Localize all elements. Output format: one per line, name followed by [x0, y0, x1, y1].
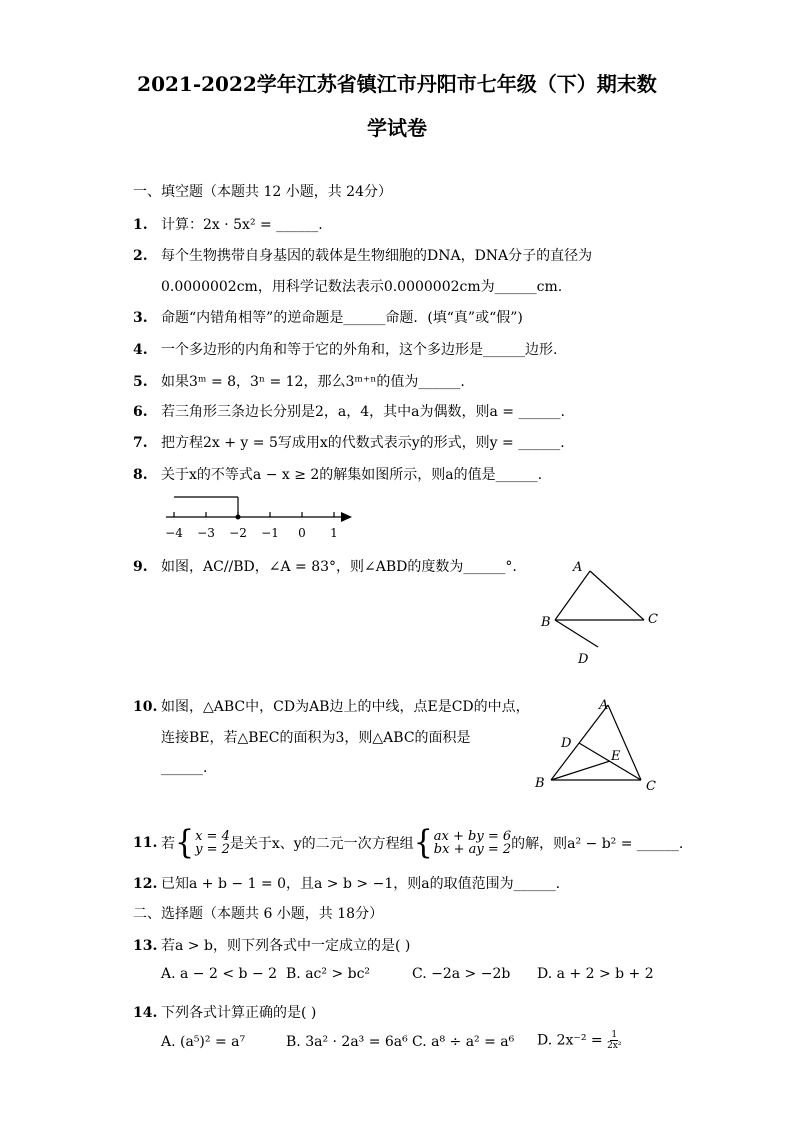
- question-number: 9.: [133, 559, 148, 575]
- option-d-text: D. 2x⁻² =: [537, 1032, 603, 1049]
- option-a[interactable]: A. a − 2 < b − 2: [161, 966, 278, 982]
- label-E: E: [611, 749, 621, 764]
- label-B: B: [541, 615, 551, 630]
- question-text: 关于x的不等式a − x ≥ 2的解集如图所示，则a的值是______.: [161, 467, 543, 483]
- label-C: C: [646, 779, 656, 794]
- option-c[interactable]: C. a⁸ ÷ a² = a⁶: [412, 1034, 515, 1050]
- question-text: 计算：2x · 5x² = ______.: [161, 217, 323, 233]
- question-text-suffix: 的解，则a² − b² = ______.: [511, 836, 684, 852]
- option-a[interactable]: A. (a⁵)² = a⁷: [161, 1034, 246, 1050]
- option-b[interactable]: B. ac² > bc²: [286, 966, 371, 982]
- exam-title-line2: 学试卷: [367, 116, 427, 140]
- question-7: [133, 432, 565, 452]
- tick-label: −2: [229, 526, 247, 540]
- question-number: 8.: [133, 467, 148, 483]
- question-12: [133, 873, 560, 893]
- question-text: 已知a + b − 1 = 0，且a > b > −1，则a的取值范围为______.: [161, 876, 561, 892]
- question-3: [133, 307, 523, 327]
- question-text: 下列各式计算正确的是( ): [161, 1005, 317, 1021]
- question-10-line2: 连接BE，若△BEC的面积为3，则△ABC的面积是: [161, 730, 471, 746]
- question-13: [133, 935, 410, 955]
- question-9: [133, 556, 517, 576]
- question-number: 1.: [133, 217, 148, 233]
- question-1: [133, 214, 323, 234]
- tick-label: −1: [261, 526, 279, 540]
- question-text: 如图，△ABC中，CD为AB边上的中线，点E是CD的中点，: [161, 699, 530, 715]
- question-number: 6.: [133, 404, 148, 420]
- tick-label: 0: [298, 526, 306, 540]
- fraction: $\frac{1}{\text{2x²}}$: [607, 1030, 622, 1051]
- option-b[interactable]: B. 3a² · 2a³ = 6a⁶: [286, 1034, 408, 1050]
- exam-title-line1: 2021-2022学年江苏省镇江市丹阳市七年级（下）期末数: [137, 72, 657, 96]
- section-choice-header: 二、选择题（本题共 6 小题，共 18分）: [133, 906, 384, 922]
- question-6: [133, 401, 565, 421]
- option-d[interactable]: D. a + 2 > b + 2: [537, 966, 654, 982]
- equation-system: { ax + by = 6 bx + ay = 2: [413, 823, 512, 862]
- question-5: [133, 371, 465, 391]
- question-text: 如果3ᵐ = 8，3ⁿ = 12，那么3ᵐ⁺ⁿ的值为______.: [161, 374, 465, 390]
- question-text: 一个多边形的内角和等于它的外角和，这个多边形是______边形.: [161, 342, 558, 358]
- question-number: 10.: [133, 699, 158, 715]
- question-number: 3.: [133, 310, 148, 326]
- question-text: 命题“内错角相等”的逆命题是______命题．(填“真”或“假”): [161, 310, 523, 326]
- number-line-figure: [160, 490, 360, 545]
- question-text: 若a > b，则下列各式中一定成立的是( ): [161, 938, 411, 954]
- question-number: 13.: [133, 938, 158, 954]
- label-D: D: [578, 652, 589, 667]
- question-text: 如图，AC//BD，∠A = 83°，则∠ABD的度数为______°.: [161, 559, 517, 575]
- question-text-middle: 是关于x、y的二元一次方程组: [229, 836, 414, 852]
- question-text: 把方程2x + y = 5写成用x的代数式表示y的形式，则y = ______.: [161, 435, 565, 451]
- solution-system: { x = 4 y = 2: [175, 823, 230, 862]
- axis-arrow-icon: [341, 512, 352, 522]
- question-4: [133, 339, 557, 359]
- question-text-prefix: 若: [161, 836, 175, 852]
- option-c[interactable]: C. −2a > −2b: [412, 966, 511, 982]
- question-10: [133, 696, 530, 716]
- question-text: 若三角形三条边长分别是2，a，4，其中a为偶数，则a = ______.: [161, 404, 565, 420]
- question-text: 每个生物携带自身基因的载体是生物细胞的DNA，DNA分子的直径为: [161, 248, 593, 264]
- label-A: A: [573, 560, 583, 575]
- label-A: A: [599, 698, 609, 713]
- question-2: [133, 245, 592, 265]
- tick-label: 1: [330, 526, 338, 540]
- label-D: D: [561, 736, 572, 751]
- question-number: 14.: [133, 1005, 158, 1021]
- label-C: C: [648, 612, 658, 627]
- option-d[interactable]: [537, 1030, 622, 1051]
- question-10-line3: ______.: [161, 760, 208, 776]
- question-number: 2.: [133, 248, 148, 264]
- label-B: B: [535, 776, 545, 791]
- tick-label: −4: [165, 526, 183, 540]
- section-fill-in-header: 一、填空题（本题共 12 小题，共 24分）: [133, 184, 392, 200]
- figure-q9-triangle: [530, 555, 665, 670]
- question-number: 4.: [133, 342, 148, 358]
- figure-q10-triangle: [528, 693, 668, 798]
- question-number: 5.: [133, 374, 148, 390]
- question-number: 7.: [133, 435, 148, 451]
- question-number: 12.: [133, 876, 158, 892]
- question-number: 11.: [133, 835, 158, 851]
- question-11: [133, 823, 684, 862]
- question-14: [133, 1002, 316, 1022]
- question-2-continued: 0.0000002cm，用科学记数法表示0.0000002cm为______cm.: [161, 279, 563, 295]
- tick-label: −3: [197, 526, 215, 540]
- question-8: [133, 464, 542, 484]
